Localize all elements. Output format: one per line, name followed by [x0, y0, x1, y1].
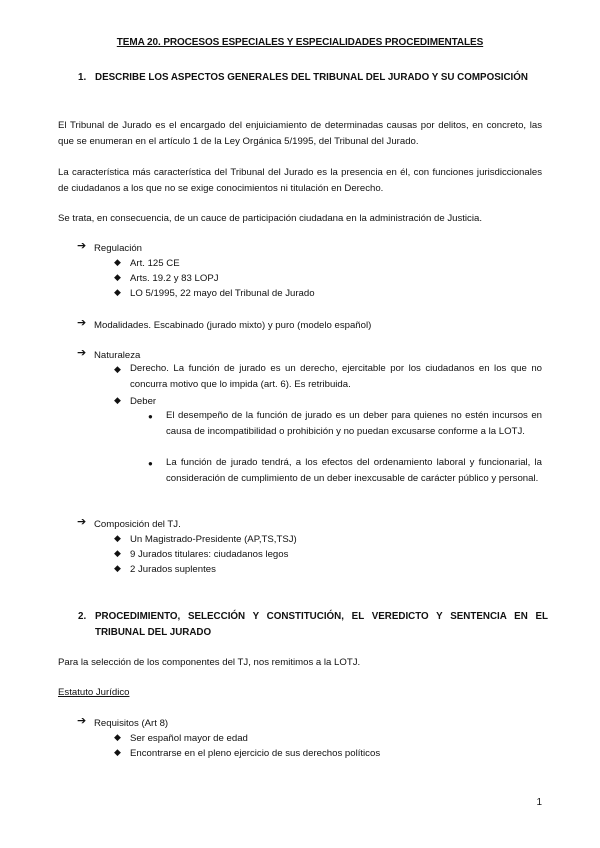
arrow-right-icon: ➔ — [77, 715, 87, 727]
diamond-bullet-icon: ◆ — [114, 364, 121, 374]
document-title: TEMA 20. PROCESOS ESPECIALES Y ESPECIALIDADES PROCEDIMENTALES — [116, 37, 484, 48]
regulacion-item-2: Arts. 19.2 y 83 LOPJ — [130, 273, 219, 284]
diamond-bullet-icon: ◆ — [114, 533, 121, 543]
arrow-right-icon: ➔ — [77, 240, 87, 252]
composicion-item-1: Un Magistrado-Presidente (AP,TS,TSJ) — [130, 534, 297, 545]
section-2-title: PROCEDIMIENTO, SELECCIÓN Y CONSTITUCIÓN, EL VEREDICTO Y SENTENCIA EN EL TRIBUNAL DEL JURADO — [95, 611, 548, 638]
dot-bullet-icon: ● — [148, 459, 153, 468]
composicion-label: Composición del TJ. — [94, 519, 181, 530]
regulacion-item-1: Art. 125 CE — [130, 258, 180, 269]
arrow-right-icon: ➔ — [77, 516, 87, 528]
naturaleza-label: Naturaleza — [94, 350, 141, 361]
estatuto-heading: Estatuto Jurídico — [58, 687, 130, 698]
diamond-bullet-icon: ◆ — [114, 563, 121, 573]
deber-item-2: La función de jurado tendrá, a los efectos del ordenamiento laboral y funcionarial, la consideración de cumplimiento de un deber inexcusable de carácter público y personal. — [166, 457, 542, 484]
composicion-item-2: 9 Jurados titulares: ciudadanos legos — [130, 549, 289, 560]
section-2-number: 2. — [78, 611, 87, 622]
section-1-number: 1. — [78, 72, 87, 83]
naturaleza-deber-label: Deber — [130, 396, 157, 407]
seleccion-text: Para la selección de los componentes del TJ, nos remitimos a la LOTJ. — [58, 657, 361, 668]
paragraph-3: Se trata, en consecuencia, de un cauce de participación ciudadana en la administración de Justicia. — [58, 213, 482, 224]
requisitos-item-1: Ser español mayor de edad — [130, 733, 248, 744]
composicion-item-3: 2 Jurados suplentes — [130, 564, 216, 575]
requisitos-item-2: Encontrarse en el pleno ejercicio de sus derechos políticos — [130, 748, 381, 759]
section-1-title: DESCRIBE LOS ASPECTOS GENERALES DEL TRIBUNAL DEL JURADO Y SU COMPOSICIÓN — [95, 72, 528, 83]
diamond-bullet-icon: ◆ — [114, 272, 121, 282]
section-2-heading — [78, 609, 548, 641]
arrow-right-icon: ➔ — [77, 317, 87, 329]
diamond-bullet-icon: ◆ — [114, 287, 121, 297]
diamond-bullet-icon: ◆ — [114, 747, 121, 757]
requisitos-label: Requisitos (Art 8) — [94, 718, 169, 729]
section-1-heading — [78, 70, 548, 86]
naturaleza-derecho: Derecho. La función de jurado es un derecho, ejercitable por los ciudadanos en los que no concurra motivo que lo impida (art. 6). Es retribuida. — [130, 363, 542, 390]
regulacion-item-3: LO 5/1995, 22 mayo del Tribunal de Jurado — [130, 288, 315, 299]
diamond-bullet-icon: ◆ — [114, 257, 121, 267]
diamond-bullet-icon: ◆ — [114, 395, 121, 405]
regulacion-label: Regulación — [94, 243, 143, 254]
paragraph-2: La característica más característica del Tribunal del Jurado es la presencia en él, con funciones jurisdiccionales de ciudadanos a los que no se exige conocimientos ni titulación en Derecho. — [58, 167, 542, 194]
diamond-bullet-icon: ◆ — [114, 548, 121, 558]
page-number: 1 — [536, 797, 542, 808]
arrow-right-icon: ➔ — [77, 347, 87, 359]
dot-bullet-icon: ● — [148, 412, 153, 421]
deber-item-1: El desempeño de la función de jurado es un deber para quienes no estén incursos en causa de incompatibilidad o prohibición y no puedan excusarse conforme a la LOTJ. — [166, 410, 542, 437]
paragraph-1: El Tribunal de Jurado es el encargado del enjuiciamiento de determinadas causas por delitos, en concreto, las que se enumeran en el artículo 1 de la Ley Orgánica 5/1995, del Tribunal del Jurado. — [58, 120, 542, 147]
modalidades-text: Modalidades. Escabinado (jurado mixto) y puro (modelo español) — [94, 320, 372, 331]
diamond-bullet-icon: ◆ — [114, 732, 121, 742]
